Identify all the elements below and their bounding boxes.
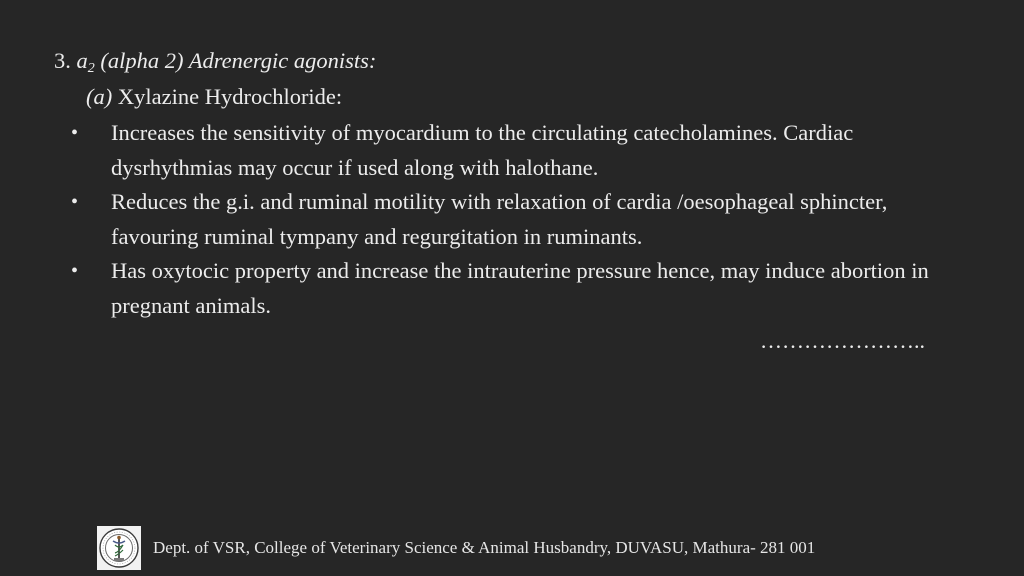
list-item-text: Reduces the g.i. and ruminal motility with relaxation of cardia /oesophageal sphincter, favouring ruminal tympany and regurgitation in ruminants.	[111, 189, 888, 249]
footer-text: Dept. of VSR, College of Veterinary Science & Animal Husbandry, DUVASU, Mathura- 281 001	[153, 538, 816, 557]
drug-name: Xylazine Hydrochloride:	[117, 84, 343, 109]
alpha-subscript: 2	[87, 61, 95, 76]
bullet-icon: •	[71, 260, 79, 282]
section-heading-text: (alpha 2) Adrenergic agonists:	[100, 48, 377, 73]
list-item	[0, 116, 971, 185]
section-number: 3.	[54, 48, 71, 73]
bullet-icon: •	[71, 122, 79, 144]
list-item	[0, 185, 971, 254]
list-item	[0, 254, 971, 323]
bullet-icon: •	[71, 191, 79, 213]
alpha-symbol: a	[76, 48, 88, 73]
continuation-dots: …………………..	[760, 328, 925, 353]
section-heading	[54, 46, 376, 76]
drug-subheading	[86, 82, 342, 112]
university-emblem-icon	[97, 526, 141, 570]
footer	[97, 526, 815, 570]
effects-list	[0, 116, 1024, 323]
list-item-text: Has oxytocic property and increase the intrauterine pressure hence, may induce abortion in pregnant animals.	[111, 258, 929, 318]
subheading-marker: (a)	[86, 84, 113, 109]
list-item-text: Increases the sensitivity of myocardium to the circulating catecholamines. Cardiac dysrhythmias may occur if used along with halothane.	[111, 120, 854, 180]
